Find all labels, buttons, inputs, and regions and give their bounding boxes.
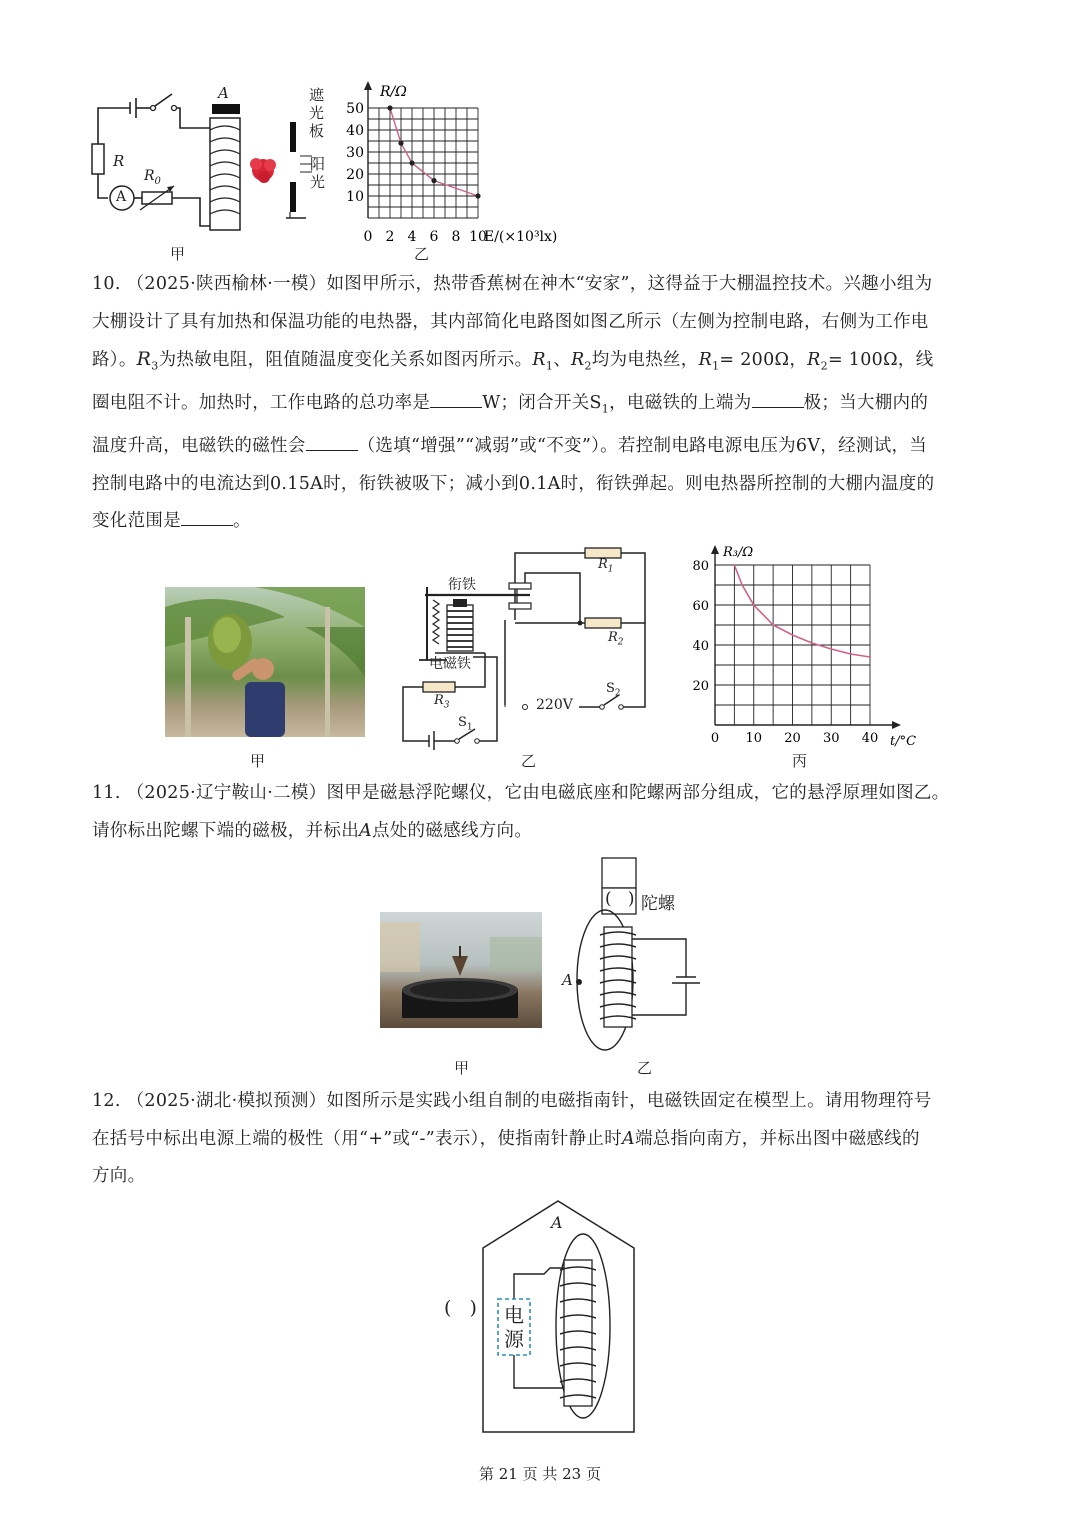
fig10-circuit [395, 545, 665, 750]
fig10-S2-label: $S_2$ [606, 681, 621, 699]
fig11-gyro-label: 陀螺 [641, 894, 675, 914]
fig9-ammeter-label: A [116, 189, 127, 205]
fig12-power-source-label: 电 源 [504, 1303, 524, 1351]
question-11 [92, 775, 992, 850]
q10-line6: 控制电路中的电流达到0.15A时，衔铁被吸下；减小到0.1A时，衔铁弹起。则电热器所控制的大棚内温度的 [92, 473, 935, 494]
q10-source: （2025·陕西榆林·一模） [126, 274, 327, 294]
series-line [734, 565, 870, 657]
fig10-S1-label: $S_1$ [458, 715, 473, 733]
y-tick-label: 20 [692, 679, 709, 694]
y-axis-label: R₃/Ω [723, 545, 754, 560]
q10-line7: 变化范围是 。 [92, 503, 992, 541]
x-tick-label: 0 [710, 731, 720, 746]
maglev-gyro-photo [380, 912, 542, 1028]
data-point [475, 193, 480, 198]
fig10-voltage-label: 220V [536, 697, 573, 713]
q11-line2: 请你标出陀螺下端的磁极，并标出A点处的磁感线方向。 [92, 820, 533, 841]
fig9-sunlight-label: 阳 光 [310, 155, 326, 191]
x-axis-label: E/(×10³lx) [484, 229, 558, 245]
x-tick-label: 6 [429, 229, 439, 245]
fig10-caption-c: 丙 [792, 752, 808, 770]
x-axis-arrow [892, 721, 901, 729]
answer-blank[interactable] [306, 432, 358, 451]
fig10-armature-label: 衔铁 [448, 577, 476, 593]
answer-blank[interactable] [181, 507, 233, 526]
q10-line5: 温度升高，电磁铁的磁性会 （选填“增强”“减弱”或“不变”）。若控制电路电源电压为6V，经测试，当 [92, 428, 992, 466]
fig10-caption-b: 乙 [521, 752, 537, 770]
fig9-label-R0: $R_0$ [144, 168, 161, 187]
fig11-caption-b: 乙 [637, 1059, 653, 1077]
y-tick-label: 50 [346, 101, 364, 117]
data-point [431, 178, 436, 183]
x-tick-label: 8 [451, 229, 461, 245]
fig9-caption-left: 甲 [170, 245, 186, 263]
x-tick-label: 10 [469, 229, 487, 245]
data-point [409, 160, 414, 165]
page-number: 第 21 页 共 23 页 [478, 1465, 601, 1483]
q12-line3: 方向。 [92, 1166, 146, 1186]
x-tick-label: 40 [861, 731, 879, 746]
fig12-point-A: A [551, 1213, 563, 1232]
y-tick-label: 80 [692, 559, 709, 574]
q11-line1: 图甲是磁悬浮陀螺仪，它由电磁底座和陀螺两部分组成，它的悬浮原理如图乙。 [326, 783, 950, 803]
x-tick-label: 20 [784, 731, 801, 746]
fig9-shade-board-label: 遮 光 板 [309, 86, 325, 140]
q10-line4: 圈电阻不计。加热时，工作电路的总功率是 W；闭合开关$S_1$，电磁铁的上端为 极；当大棚内的 [92, 385, 992, 428]
x-tick-label: 0 [363, 229, 373, 245]
data-point [398, 141, 403, 146]
q12-number: 12. [92, 1091, 121, 1111]
fig9-caption-right: 乙 [414, 245, 430, 263]
banana-tree-photo [165, 587, 365, 737]
question-12 [92, 1083, 992, 1196]
q12-source: （2025·湖北·模拟预测） [126, 1091, 327, 1111]
y-axis-arrow [364, 81, 372, 90]
x-tick-label: 30 [822, 731, 840, 746]
y-tick-label: 10 [346, 189, 364, 205]
fig11-caption-a: 甲 [454, 1059, 470, 1077]
x-tick-label: 2 [385, 229, 395, 245]
y-tick-label: 60 [692, 599, 709, 614]
y-tick-label: 20 [346, 167, 364, 183]
fig9-label-A: A [218, 84, 229, 102]
fig9-label-R: R [113, 152, 125, 170]
answer-blank[interactable] [752, 389, 804, 408]
fig11-gyro-paren[interactable]: ( ) [605, 889, 635, 909]
q10-line3: 路）。$R_3$为热敏电阻，阻值随温度变化关系如图丙所示。$R_1$、$R_2$均为电热丝，$R_1= 200\Omega$，$R_2= 100\Omega$，线 [92, 348, 934, 373]
y-tick-label: 40 [346, 123, 364, 139]
fig10-electromagnet-label: 电磁铁 [429, 656, 471, 672]
x-tick-label: 10 [745, 731, 763, 746]
q11-source: （2025·辽宁鞍山·二模） [126, 783, 327, 803]
data-point [387, 105, 392, 110]
fig10-R1-label: $R_1$ [598, 557, 614, 575]
q10-line2: 大棚设计了具有加热和保温功能的电热器，其内部简化电路图如图乙所示（左侧为控制电路，右侧为工作电 [92, 311, 929, 332]
y-tick-label: 30 [346, 145, 364, 161]
fig10-R3-label: $R_3$ [434, 693, 450, 711]
fig10-R2-label: $R_2$ [608, 630, 624, 648]
q10-line1: 如图甲所示，热带香蕉树在神木“安家”，这得益于大棚温控技术。兴趣小组为 [326, 274, 933, 294]
y-axis-label: R/Ω [380, 84, 407, 100]
q11-number: 11. [92, 783, 121, 803]
fig12-diagram [478, 1198, 640, 1436]
fig11-diagram [560, 855, 720, 1055]
fig10-chart [688, 540, 928, 750]
x-axis-label: t/°C [890, 734, 917, 749]
fig9-chart [338, 78, 578, 253]
answer-blank[interactable] [430, 389, 482, 408]
fig11-point-A: A [562, 971, 573, 989]
q12-line1: 如图所示是实践小组自制的电磁指南针，电磁铁固定在模型上。请用物理符号 [326, 1091, 932, 1111]
question-10 [92, 266, 992, 541]
fig10-caption-a: 甲 [250, 752, 266, 770]
y-axis-arrow [711, 545, 719, 554]
fig12-power-paren[interactable]: ( ) [444, 1297, 477, 1319]
y-tick-label: 40 [692, 639, 709, 654]
q12-line2: 在括号中标出电源上端的极性（用“+”或“-”表示），使指南针静止时A端总指向南方，并标出图中磁感线的 [92, 1128, 920, 1149]
x-tick-label: 4 [407, 229, 417, 245]
q10-number: 10. [92, 274, 121, 294]
